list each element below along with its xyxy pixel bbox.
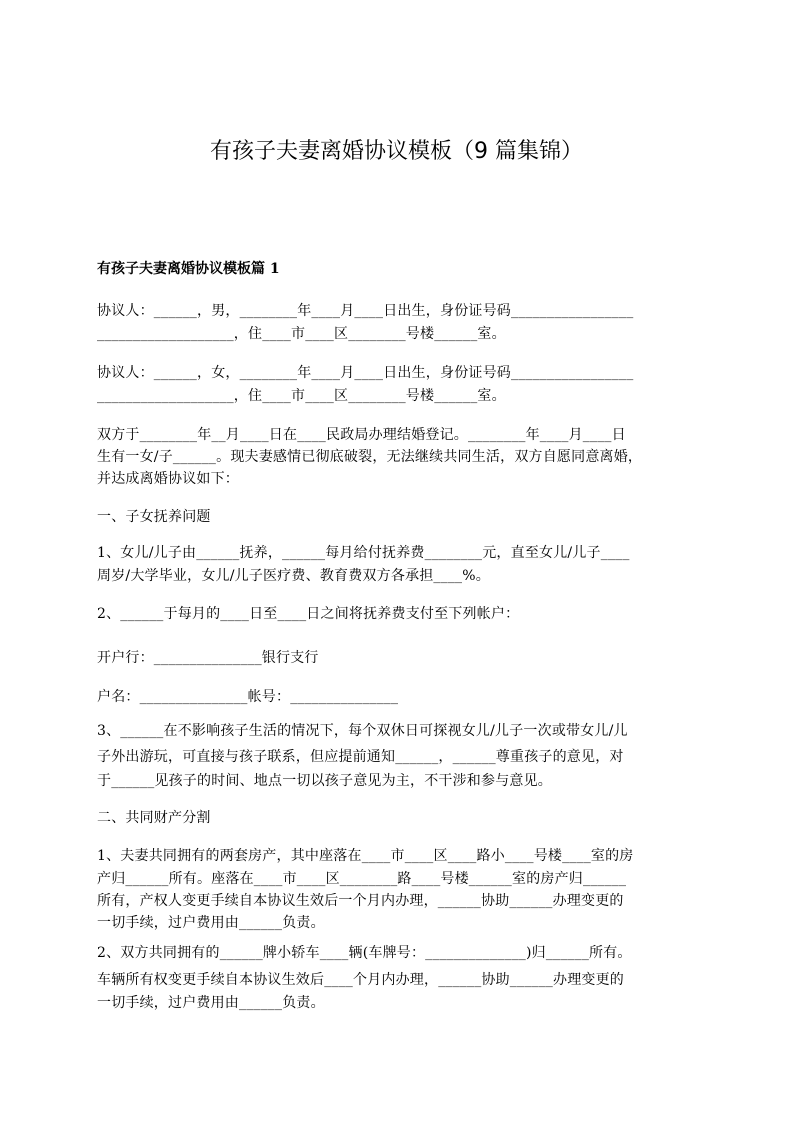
- paragraph-line: 一切手续，过户费用由______负责。: [97, 915, 325, 931]
- paragraph-line: 于______见孩子的时间、地点一切以孩子意见为主，不干涉和参与意见。: [97, 773, 552, 789]
- paragraph-line: 双方于________年__月____日在____民政局办理结婚登记。________年____月____日: [97, 427, 626, 443]
- paragraph-line: 户名：_______________帐号：_______________: [97, 689, 399, 705]
- paragraph-line: 生有一女/子______。现夫妻感情已彻底破裂，无法继续共同生活，双方自愿同意离婚，: [97, 449, 643, 465]
- paragraph-line: 开户行：_______________银行支行: [97, 650, 319, 666]
- paragraph-line: 子外出游玩，可直接与孩子联系，但应提前通知______，______尊重孩子的意见，对: [97, 749, 624, 765]
- paragraph-line: 2、双方共同拥有的______牌小轿车____辆(车牌号：______________)归______所有。: [97, 945, 632, 961]
- paragraph-line: 车辆所有权变更手续自本协议生效后____个月内办理，______协助______办理变更的: [97, 972, 624, 988]
- paragraph-line: ___________________，住____市____区________号楼______室。: [97, 326, 506, 342]
- paragraph-line: 一切手续，过户费用由______负责。: [97, 995, 325, 1011]
- paragraph-line: 1、夫妻共同拥有的两套房产，其中座落在____市____区____路小____号楼____室的房: [97, 848, 634, 864]
- paragraph-line: 3、______在不影响孩子生活的情况下，每个双休日可探视女儿/儿子一次或带女儿/儿: [97, 723, 628, 739]
- paragraph-line: 协议人：______，女，________年____月____日出生，身份证号码_________________: [97, 365, 634, 381]
- section-heading: 有孩子夫妻离婚协议模板篇 1: [97, 261, 280, 277]
- subsection-heading: 二、共同财产分割: [97, 810, 211, 826]
- paragraph-line: ___________________，住____市____区________号楼______室。: [97, 388, 506, 404]
- paragraph-line: 所有，产权人变更手续自本协议生效后一个月内办理，______协助______办理变更的: [97, 893, 624, 909]
- paragraph-line: 周岁/大学毕业，女儿/儿子医疗费、教育费双方各承担____%。: [97, 568, 490, 584]
- paragraph-line: 并达成离婚协议如下：: [97, 471, 239, 487]
- subsection-heading: 一、子女抚养问题: [97, 509, 211, 525]
- document-title: 有孩子夫妻离婚协议模板（9 篇集锦）: [210, 139, 583, 164]
- paragraph-line: 2、______于每月的____日至____日之间将抚养费支付至下列帐户：: [97, 606, 520, 622]
- paragraph-line: 协议人：______，男，________年____月____日出生，身份证号码_________________: [97, 303, 634, 319]
- paragraph-line: 1、女儿/儿子由______抚养，______每月给付抚养费________元，直至女儿/儿子____: [97, 545, 630, 561]
- paragraph-line: 产归______所有。座落在____市____区________路____号楼______室的房产归______: [97, 871, 627, 887]
